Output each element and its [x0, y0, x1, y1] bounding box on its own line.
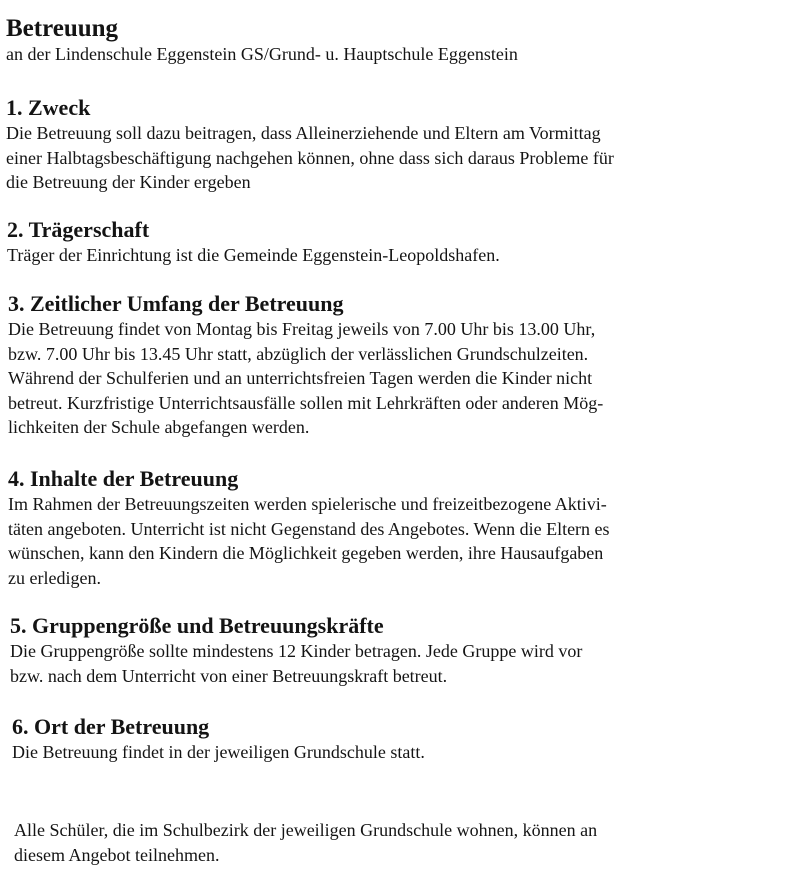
section-heading: 3. Zeitlicher Umfang der Betreuung	[8, 291, 344, 316]
section-body: Die Betreuung findet von Montag bis Freitag jeweils von 7.00 Uhr bis 13.00 Uhr, bzw. 7.00 Uhr bis 13.45 Uhr statt, abzüglich der verlässlichen Grundschulzeiten. Während der Schulferien und an unterrichtsfreien Tagen werden die Kinder nicht betreut. Kurzfristige Unterrichtsausfälle sollen mit Lehrkräften oder anderen Mög- lichkeiten der Schule abgefangen werden.	[8, 319, 604, 437]
document-subtitle: an der Lindenschule Eggenstein GS/Grund- u. Hauptschule Eggenstein	[6, 44, 518, 64]
section-heading: 2. Trägerschaft	[7, 217, 150, 242]
closing-note: Alle Schüler, die im Schulbezirk der jeweiligen Grundschule wohnen, können an diesem Angebot teilnehmen.	[14, 820, 598, 865]
section-body: Die Betreuung findet in der jeweiligen Grundschule statt.	[12, 742, 425, 762]
section-body: Träger der Einrichtung ist die Gemeinde Eggenstein-Leopoldshafen.	[7, 245, 500, 265]
section-body: Die Betreuung soll dazu beitragen, dass Alleinerziehende und Eltern am Vormittag einer Halbtagsbeschäftigung nachgehen können, ohne dass sich daraus Probleme für die Betreuung der Kinder ergeben	[6, 123, 614, 192]
section-body: Die Gruppengröße sollte mindestens 12 Kinder betragen. Jede Gruppe wird vor bzw. nach dem Unterricht von einer Betreuungskraft betreut.	[10, 641, 583, 686]
section-heading: 1. Zweck	[6, 95, 91, 120]
section-gruppengroesse	[10, 613, 770, 688]
document-title: Betreuung	[6, 15, 119, 42]
section-zweck	[6, 95, 766, 195]
section-ort	[12, 714, 772, 765]
section-traegerschaft	[7, 217, 767, 268]
section-heading: 6. Ort der Betreuung	[12, 714, 210, 739]
section-inhalte	[8, 466, 768, 590]
section-heading: 4. Inhalte der Betreuung	[8, 466, 239, 491]
section-body: Im Rahmen der Betreuungszeiten werden spielerische und freizeitbezogene Aktivi- täten angeboten. Unterricht ist nicht Gegenstand des Angebotes. Wenn die Eltern es wünschen, kann den Kindern die Möglichkeit gegeben werden, ihre Hausaufgaben zu erledigen.	[8, 494, 610, 588]
section-heading: 5. Gruppengröße und Betreuungskräfte	[10, 613, 384, 638]
section-zeitlicher-umfang	[8, 291, 768, 440]
